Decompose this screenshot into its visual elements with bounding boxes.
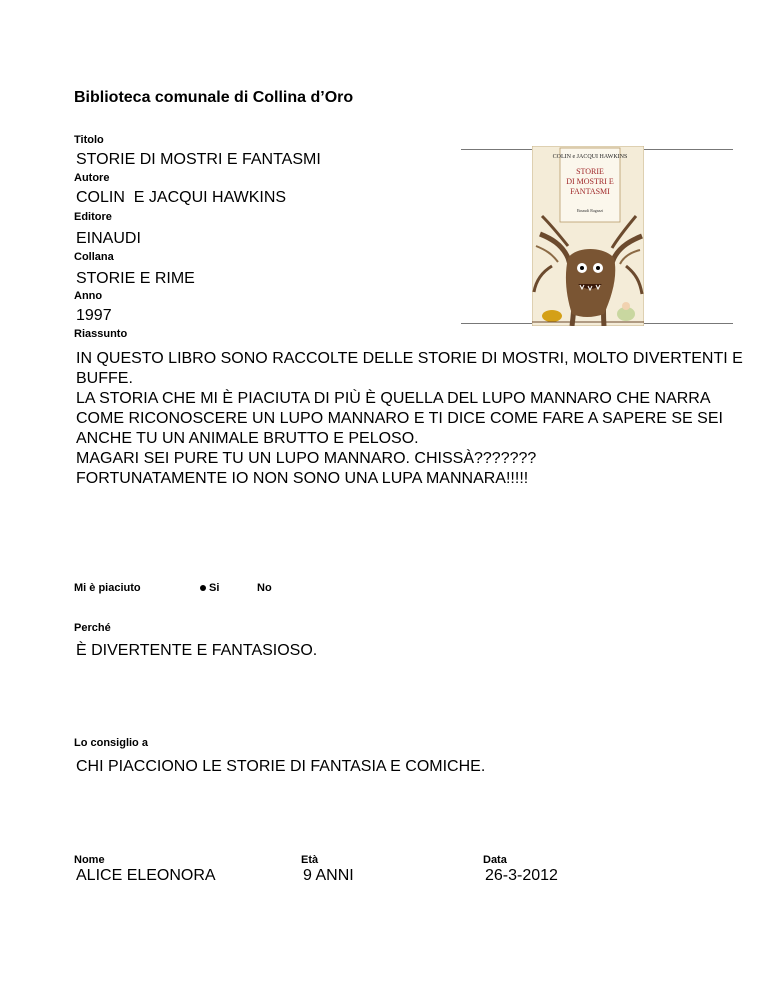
cover-publisher: Einaudi Ragazzi bbox=[576, 208, 604, 213]
summary-text bbox=[76, 349, 756, 489]
label-nome: Nome bbox=[74, 854, 105, 866]
value-collana: STORIE E RIME bbox=[76, 270, 195, 287]
label-data: Data bbox=[483, 854, 507, 866]
cover-authors: COLIN e JACQUI HAWKINS bbox=[552, 154, 628, 160]
selected-bullet-icon bbox=[200, 585, 206, 591]
option-no[interactable]: No bbox=[257, 582, 272, 594]
label-riassunto: Riassunto bbox=[74, 328, 128, 340]
value-anno: 1997 bbox=[76, 307, 112, 324]
option-si[interactable] bbox=[200, 582, 219, 595]
value-consiglio: CHI PIACCIONO LE STORIE DI FANTASIA E COMICHE. bbox=[76, 758, 486, 775]
value-nome: ALICE ELEONORA bbox=[76, 867, 216, 884]
value-perche: È DIVERTENTE E FANTASIOSO. bbox=[76, 642, 318, 659]
cover-title-line: FANTASMI bbox=[570, 187, 610, 196]
summary-line: MAGARI SEI PURE TU UN LUPO MANNARO. CHISSÀ??????? bbox=[76, 450, 537, 467]
summary-line: IN QUESTO LIBRO SONO RACCOLTE DELLE STORIE DI MOSTRI, MOLTO DIVERTENTI E BUFFE. bbox=[76, 350, 743, 387]
book-cover-image bbox=[532, 146, 644, 326]
value-eta: 9 ANNI bbox=[303, 867, 354, 884]
label-anno: Anno bbox=[74, 290, 103, 302]
label-autore: Autore bbox=[74, 172, 110, 184]
label-collana: Collana bbox=[74, 251, 114, 263]
cover-title-line: DI MOSTRI E bbox=[566, 177, 614, 186]
summary-line: LA STORIA CHE MI È PIACIUTA DI PIÙ È QUELLA DEL LUPO MANNARO CHE NARRA COME RICONOSCERE UN LUPO MANNARO E TI DICE COME FARE A SAPERE SE SEI ANCHE TU UN ANIMALE BRUTTO E PELOSO. bbox=[76, 390, 723, 447]
label-mi-e-piaciuto: Mi è piaciuto bbox=[74, 582, 141, 594]
label-titolo: Titolo bbox=[74, 134, 104, 146]
label-eta: Età bbox=[301, 854, 319, 866]
value-data: 26-3-2012 bbox=[485, 867, 558, 884]
cover-title-line: STORIE bbox=[576, 167, 604, 176]
value-autore: COLIN E JACQUI HAWKINS bbox=[76, 189, 287, 206]
label-consiglio: Lo consiglio a bbox=[74, 737, 148, 749]
summary-line: FORTUNATAMENTE IO NON SONO UNA LUPA MANNARA!!!!! bbox=[76, 470, 529, 487]
label-editore: Editore bbox=[74, 211, 112, 223]
option-si-label: Si bbox=[209, 582, 220, 594]
value-titolo: STORIE DI MOSTRI E FANTASMI bbox=[76, 151, 321, 168]
label-perche: Perché bbox=[74, 622, 111, 634]
page-title: Biblioteca comunale di Collina d’Oro bbox=[74, 89, 354, 106]
value-editore: EINAUDI bbox=[76, 230, 141, 247]
